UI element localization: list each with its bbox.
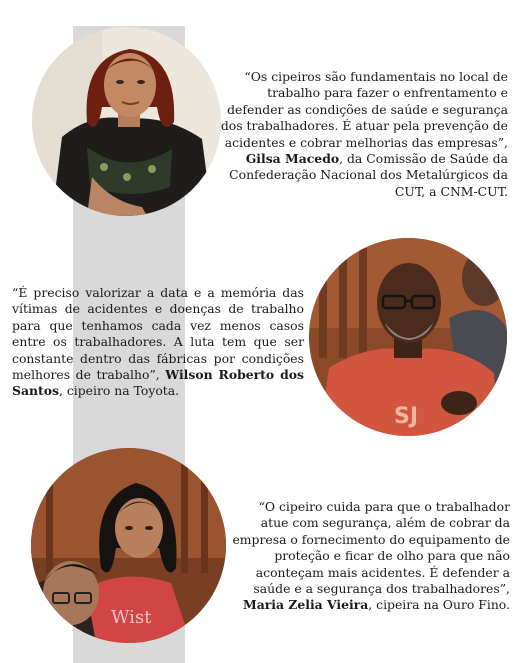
quote-gilsa-macedo [218,69,508,200]
quote-author-name: Wilson Roberto dos Santos [12,367,304,399]
svg-text:Wist: Wist [111,607,152,628]
quote-text: “O cipeiro cuida para que o trabalhador atue com segurança, além de cobrar da empresa o fornecimento do equipamento de proteção e ficar de olho para que não aconteçam mais acidentes. É defender a saúde e a segurança dos trabalhadores”, [232,499,510,597]
svg-text:SJ: SJ [394,404,419,429]
quote-author-role: , cipeira na Ouro Fino. [368,597,510,613]
portrait-photo-gilsa-macedo [32,27,221,216]
quote-maria-zelia [232,499,510,614]
quote-text: “É preciso valorizar a data e a memória das vítimas de acidentes e doenças de trabalho para que tenhamos cada vez menos casos entre os trabalhadores. A luta tem que ser constante dentro das fábricas por condições melhores de trabalho”, [12,285,304,383]
quote-author-name: Gilsa Macedo [245,151,340,167]
portrait-photo-maria-zelia [31,448,226,643]
quote-wilson-roberto [12,285,304,400]
quote-author-role: , cipeiro na Toyota. [58,383,180,399]
portrait-photo-wilson-roberto [309,238,507,436]
quote-text: “Os cipeiros são fundamentais no local de trabalho para fazer o enfrentamento e defender as condições de saúde e segurança dos trabalhadores. É atuar pela prevenção de acidentes e cobrar melhorias das empresas”, [220,69,508,150]
quote-author-name: Maria Zelia Vieira [242,597,369,613]
quote-author-role: , da Comissão de Saúde da Confederação Nacional dos Metalúrgicos da CUT, a CNM-CUT. [229,151,508,199]
